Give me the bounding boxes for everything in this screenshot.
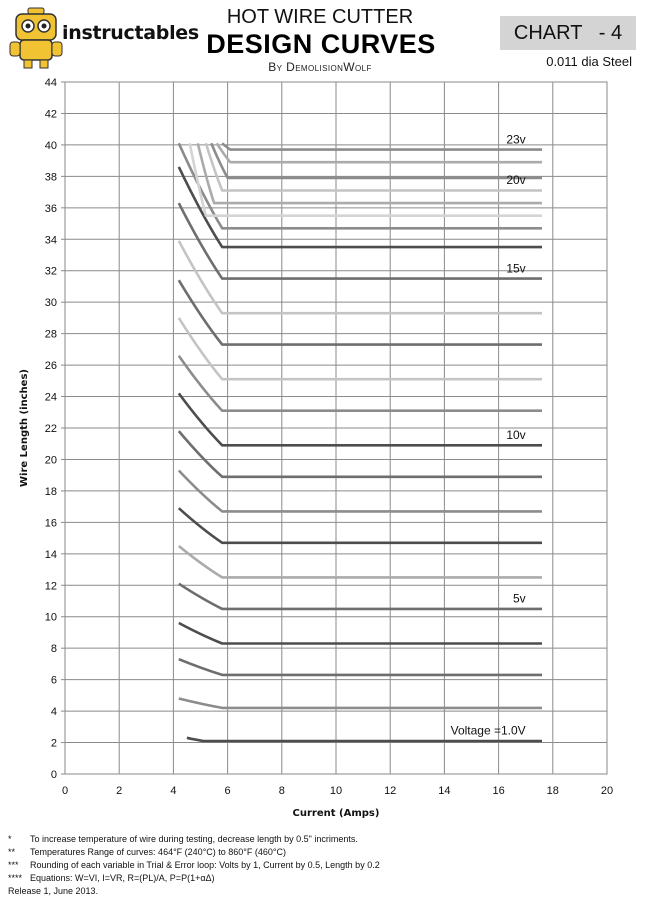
y-axis-title: Wire Length (inches) [19,369,30,487]
x-tick-label: 2 [116,785,123,797]
x-tick-label: 0 [61,785,69,797]
y-tick-label: 28 [44,328,57,341]
y-tick-label: 0 [50,769,57,781]
y-tick-label: 8 [50,643,57,656]
y-tick-label: 22 [44,423,57,435]
series-annotation: 23v [506,132,526,147]
chart-subtitle: 0.011 dia Steel [546,54,632,69]
y-tick-label: 14 [44,548,57,561]
y-tick-label: 36 [44,202,57,215]
y-tick-label: 2 [50,737,57,750]
x-tick-label: 18 [546,785,559,797]
series-annotation: 5v [513,591,526,606]
y-tick-label: 24 [44,391,57,404]
footnote [8,872,380,885]
x-axis-title: Current (Amps) [292,808,380,819]
y-tick-label: 16 [44,517,57,530]
y-tick-label: 20 [44,454,57,467]
footnote-marker: **** [8,873,23,883]
footnote-text: To increase temperature of wire during testing, decrease length by 0.5" incriments. [30,834,358,844]
y-tick-label: 12 [44,580,57,593]
footnote [8,833,380,846]
series-annotation: 20v [506,173,526,188]
x-tick-label: 10 [329,785,343,797]
series-annotation: Voltage =1.0V [450,723,526,738]
y-tick-label: 34 [44,234,57,247]
y-tick-label: 30 [44,297,57,310]
page-title: DESIGN CURVES [206,29,436,59]
footnote-text: Rounding of each variable in Trial & Error loop: Volts by 1, Current by 0.5, Length by 0.2 [30,860,380,870]
y-tick-label: 42 [44,108,57,121]
byline: By DemolisionWolf [268,60,372,74]
series-annotation: 10v [506,428,526,443]
x-tick-label: 8 [278,785,285,797]
footnote-marker: ** [8,847,16,857]
x-tick-label: 16 [492,785,505,797]
y-tick-label: 38 [44,171,57,184]
chart-number-label: CHART - 4 [513,22,623,44]
logo-wordmark: instructables [62,22,199,44]
footnote-text: Equations: W=VI, I=VR, R=(PL)/A, P=P(1+αΔ) [30,873,215,883]
footnote-text: Temperatures Range of curves: 464°F (240°C) to 860°F (460°C) [30,847,287,857]
y-tick-label: 40 [44,139,57,152]
x-tick-label: 4 [170,785,177,797]
title-line-1: HOT WIRE CUTTER [226,6,414,28]
footnote [8,846,380,859]
y-tick-label: 18 [44,485,57,498]
y-tick-label: 6 [50,674,57,687]
x-tick-label: 20 [600,785,614,797]
x-tick-label: 6 [224,785,231,797]
release-note: Release 1, June 2013. [8,886,99,896]
y-tick-label: 4 [50,706,57,719]
footnote-marker: *** [8,860,19,870]
series-annotation: 15v [506,261,526,276]
x-tick-label: 14 [438,785,451,797]
footnotes [8,833,380,898]
y-tick-label: 32 [44,265,57,278]
y-tick-label: 26 [44,360,57,373]
y-tick-label: 44 [44,77,57,89]
x-tick-label: 12 [384,785,397,797]
footnote-marker: * [8,834,12,844]
y-tick-label: 10 [44,611,57,624]
footnote [8,859,380,872]
